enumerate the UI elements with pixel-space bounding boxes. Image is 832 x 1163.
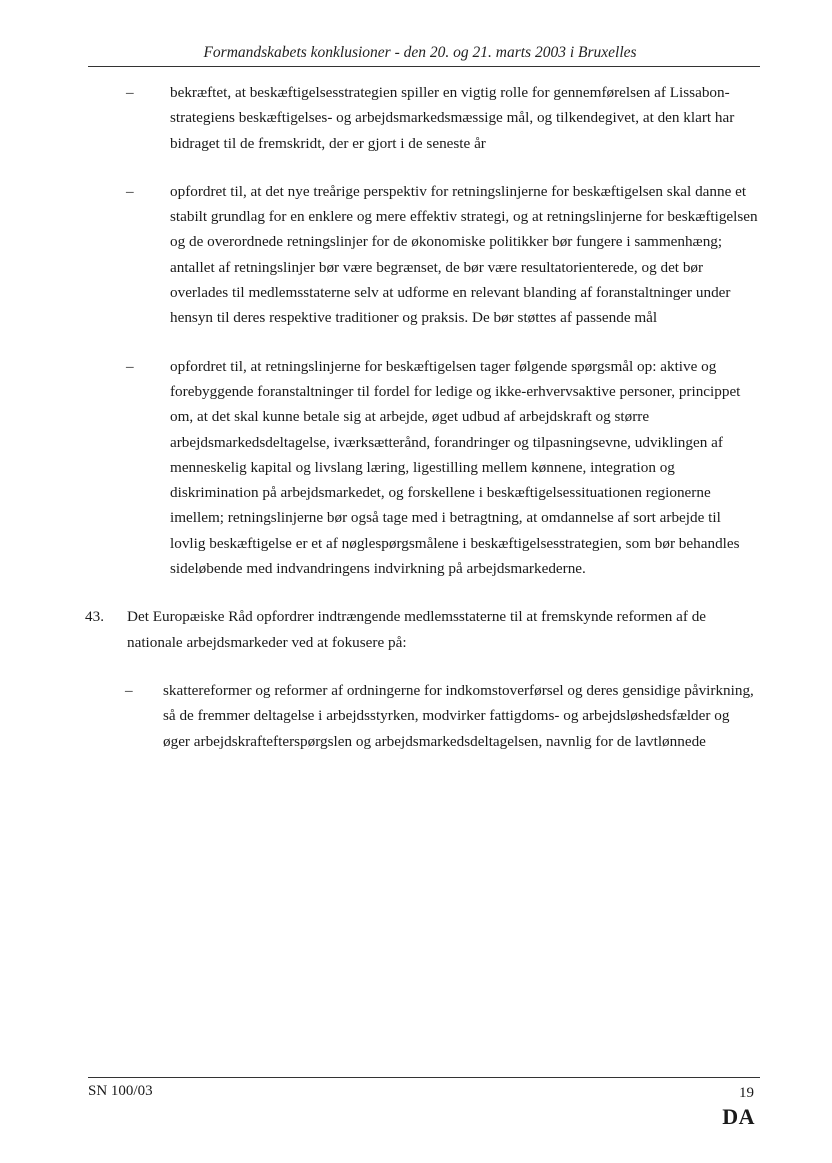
- language-code: DA: [722, 1104, 755, 1129]
- bullet-text: opfordret til, at retningslinjerne for beskæftigelsen tager følgende spørgsmål op: aktive og forebyggende foranstaltninger til fordel for ledige og ikke-erhvervsaktive personer, princippet om, at det skal kunne betale sig at arbejde, øget udbud af arbejdskraft og større arbejdsmarkedsdeltagelse, iværksætterånd, forandringer og tilpasningsevne, udviklingen af menneskelig kapital og livslang læring, ligestilling mellem kønnene, integration og diskrimination på arbejdsmarkedet, og forskellene i beskæftigelsessituationen regionerne imellem; retningslinjerne bør også tage med i betragtning, at omdannelse af sort arbejde til lovlig beskæftigelse er et af nøglespørgsmålene i beskæftigelsesstrategien, som bør behandles sideløbende med indvandringens indvirkning på arbejdsmarkederne.: [170, 357, 741, 578]
- footer-rule: [88, 1077, 760, 1078]
- numbered-paragraph: [85, 604, 760, 655]
- bullet-item: [126, 80, 760, 156]
- running-header: Formandskabets konklusioner - den 20. og 21. marts 2003 i Bruxelles: [203, 44, 637, 61]
- sub-bullet-item: [125, 678, 760, 754]
- page-number: 19: [739, 1085, 754, 1101]
- bullet-item: [126, 354, 760, 582]
- bullet-item: [126, 179, 760, 331]
- bullet-dash: –: [126, 182, 134, 200]
- header-rule: [88, 66, 760, 67]
- bullet-dash: –: [125, 681, 133, 699]
- paragraph-text: Det Europæiske Råd opfordrer indtrængende medlemsstaterne til at fremskynde reformen af de nationale arbejdsmarkeder ved at fokusere på:: [127, 608, 707, 651]
- paragraph-number: 43.: [85, 608, 104, 626]
- page-content: [0, 80, 832, 754]
- bullet-dash: –: [126, 357, 134, 375]
- document-reference: SN 100/03: [88, 1083, 153, 1099]
- bullet-text: bekræftet, at beskæftigelsesstrategien spiller en vigtig rolle for gennemførelsen af Lissabon-strategiens beskæftigelses- og arbejdsmarkedsmæssige mål, og tilkendegivet, at den klart har bidraget til de fremskridt, der er gjort i de seneste år: [170, 84, 735, 152]
- bullet-text: opfordret til, at det nye treårige perspektiv for retningslinjerne for beskæftigelsen skal danne et stabilt grundlag for en enklere og mere effektiv strategi, og at retningslinjerne for beskæftigelsen og de overordnede retningslinjer for de økonomiske politikker bør fungere i sammenhæng; antallet af retningslinjer bør være begrænset, de bør være resultatorienterede, og det bør overlades til medlemsstaterne selv at udforme en relevant blanding af foranstaltninger under hensyn til deres respektive traditioner og praksis. De bør støttes af passende mål: [170, 182, 758, 327]
- bullet-dash: –: [126, 84, 134, 101]
- bullet-text: skattereformer og reformer af ordningerne for indkomstoverførsel og deres gensidige påvirkning, så de fremmer deltagelse i arbejdsstyrken, modvirker fattigdoms- og arbejdsløshedsfælder og øger arbejdskraftefterspørgslen og arbejdsmarkedsdeltagelsen, navnlig for de lavtlønnede: [163, 681, 754, 750]
